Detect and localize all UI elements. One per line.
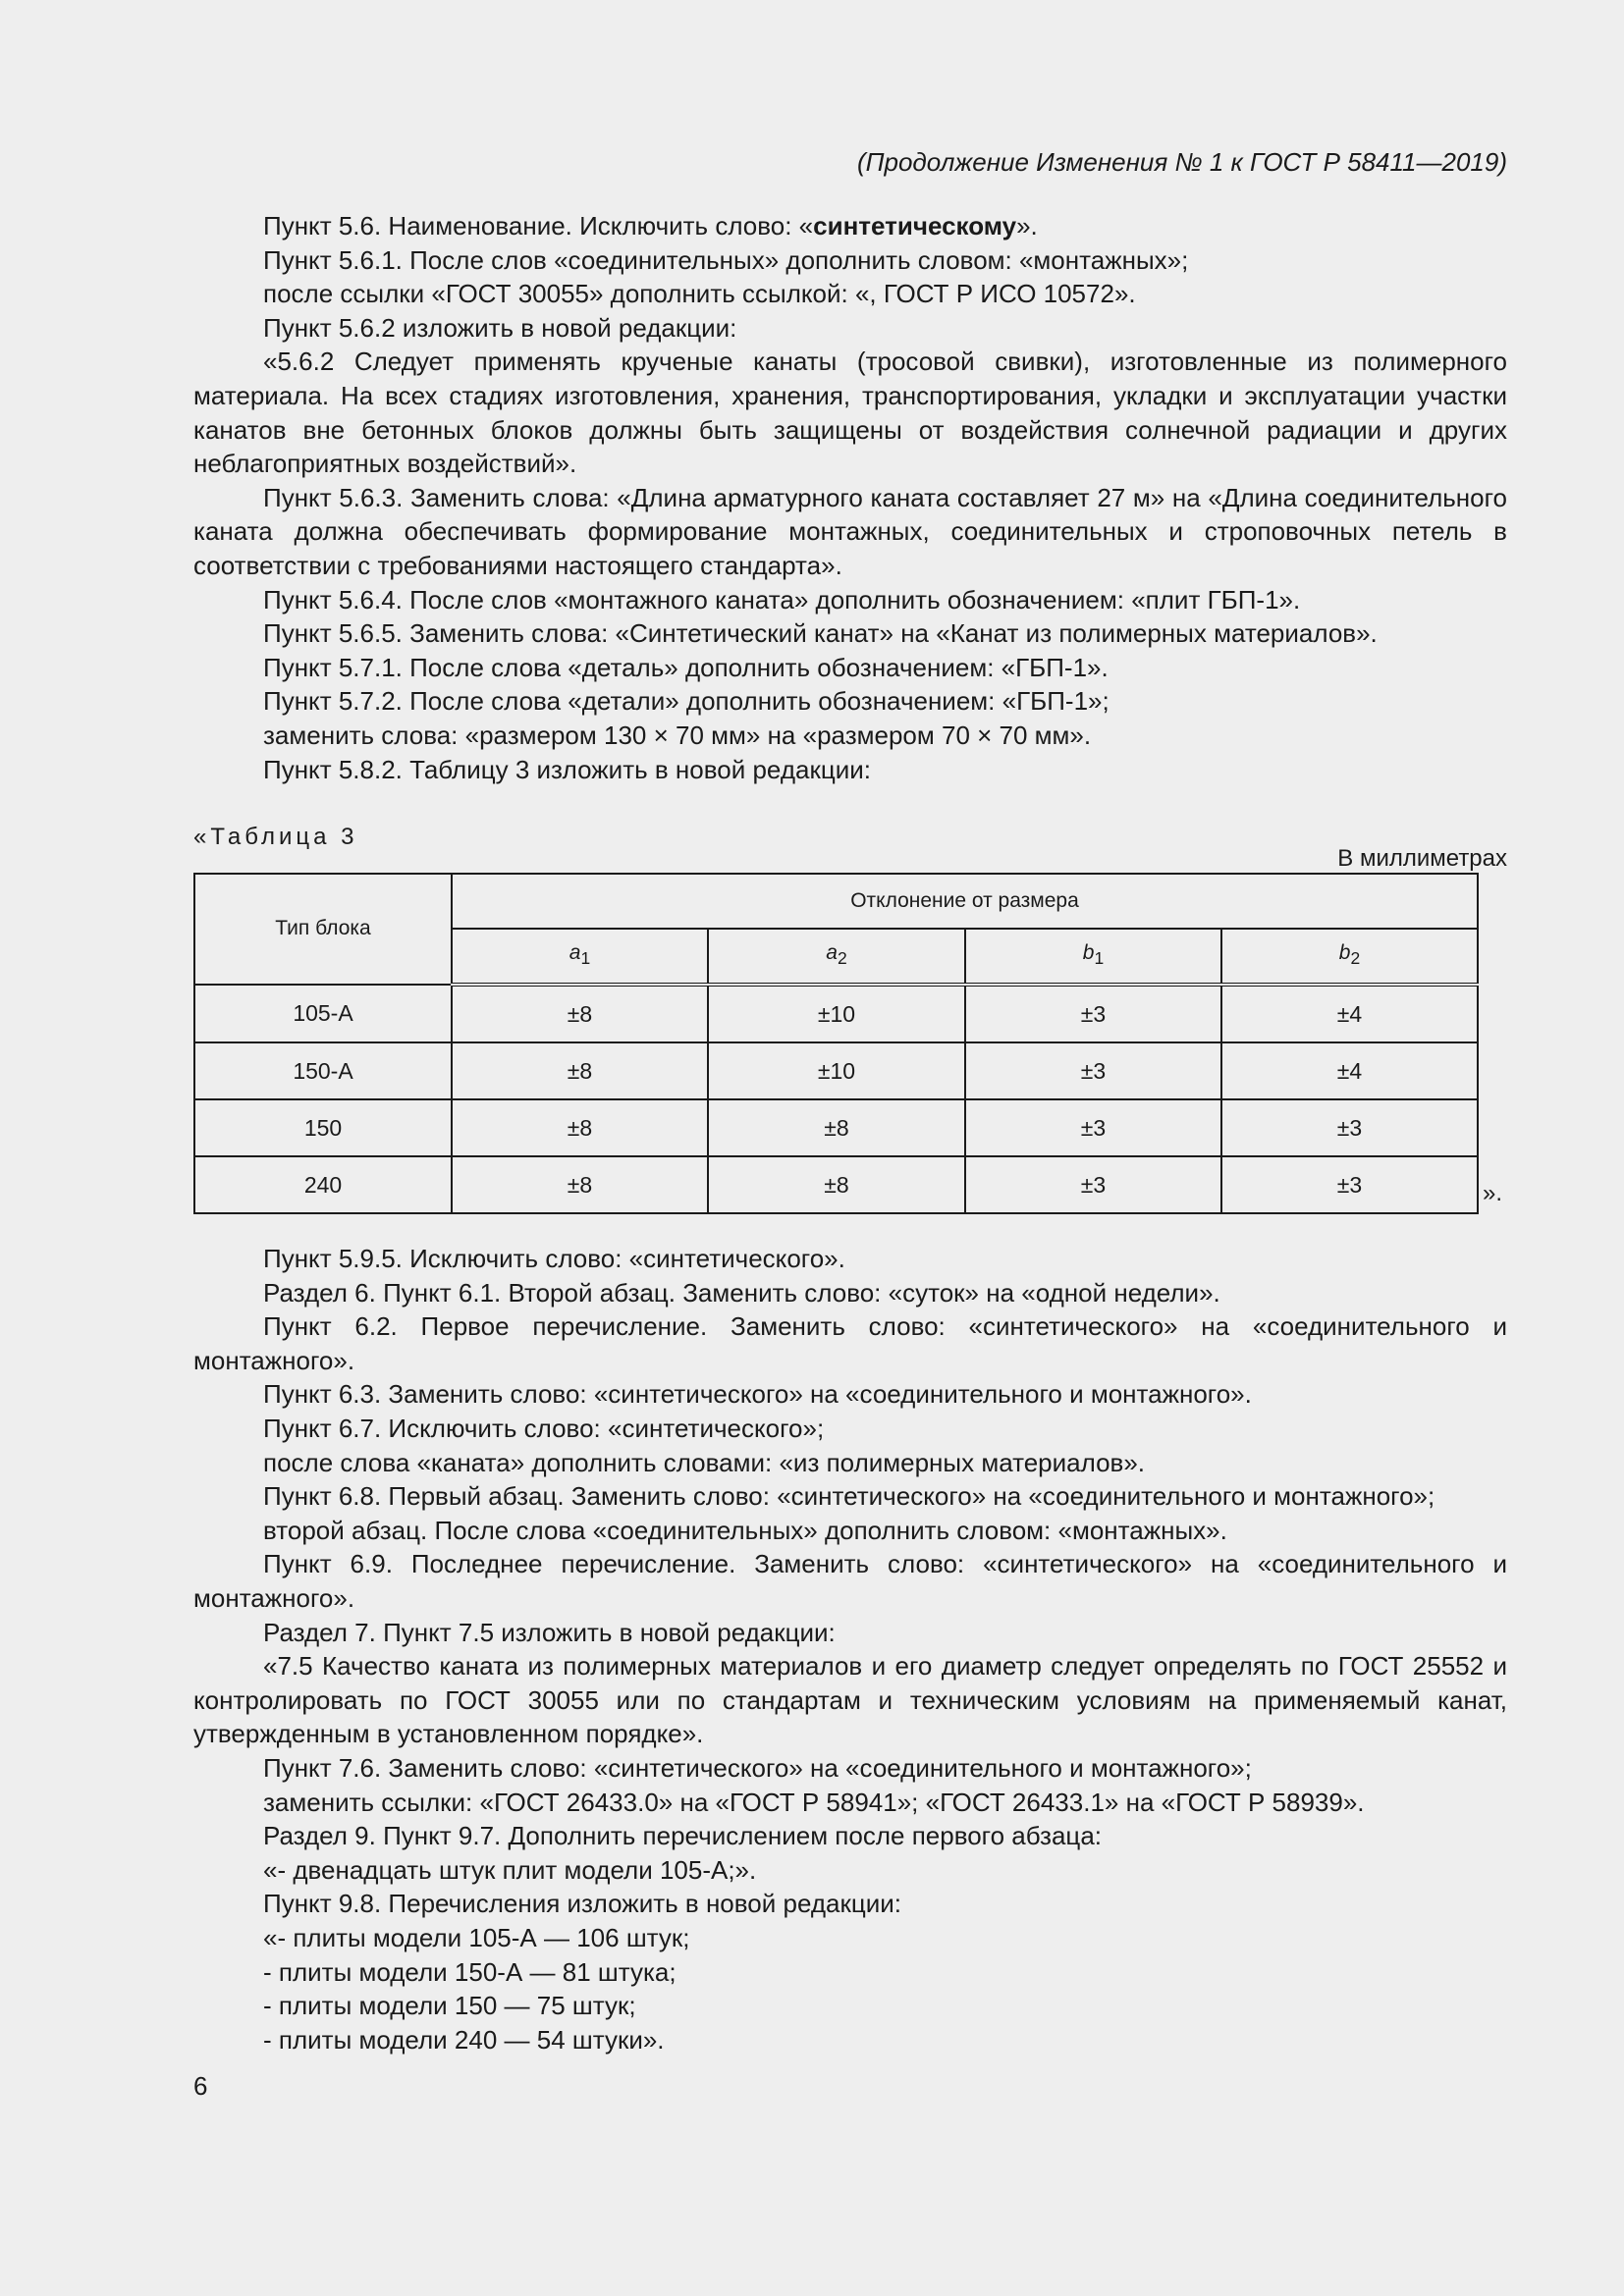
var-letter: a	[826, 941, 838, 965]
paragraph: заменить ссылки: «ГОСТ 26433.0» на «ГОСТ Р 58941»; «ГОСТ 26433.1» на «ГОСТ Р 58939».	[263, 1787, 1365, 1817]
table-row	[194, 1042, 1478, 1099]
table-cell: 150-А	[194, 1042, 452, 1099]
paragraph: Пункт 5.6.5. Заменить слова: «Синтетический канат» на «Канат из полимерных материалов».	[263, 618, 1378, 649]
paragraph: заменить слова: «размером 130 × 70 мм» на «размером 70 × 70 мм».	[263, 720, 1092, 750]
table-cell: ±8	[452, 1099, 708, 1156]
paragraph: Раздел 7. Пункт 7.5 изложить в новой редакции:	[263, 1617, 836, 1647]
table-cell: ±10	[708, 1042, 965, 1099]
table-cell: ±3	[965, 1156, 1221, 1213]
running-header: (Продолжение Изменения № 1 к ГОСТ Р 58411—2019)	[857, 147, 1507, 177]
paragraph: после ссылки «ГОСТ 30055» дополнить ссылкой: «, ГОСТ Р ИСО 10572».	[263, 279, 1136, 309]
var-letter: a	[568, 941, 581, 965]
subheader-a1	[452, 929, 708, 985]
paragraph: Пункт 5.7.2. После слова «детали» дополнить обозначением: «ГБП-1»;	[263, 686, 1110, 717]
paragraph-5-6	[193, 209, 1507, 243]
list-item: - плиты модели 150 — 75 штук;	[263, 1991, 636, 2021]
table-cell: ±8	[452, 1042, 708, 1099]
paragraph: после слова «каната» дополнить словами: «из полимерных материалов».	[263, 1447, 1146, 1477]
header-block-type: Тип блока	[194, 874, 452, 985]
var-subscript: 1	[1094, 948, 1105, 969]
subheader-b1	[965, 929, 1221, 985]
var-subscript: 2	[837, 948, 847, 969]
table-title: «Таблица 3	[193, 824, 358, 851]
table-cell: ±8	[452, 985, 708, 1042]
list-item: - плиты модели 240 — 54 штуки».	[263, 2024, 665, 2055]
header-deviation: Отклонение от размера	[452, 874, 1478, 929]
paragraph: Раздел 9. Пункт 9.7. Дополнить перечислением после первого абзаца:	[263, 1821, 1103, 1851]
document-body	[193, 209, 1507, 2056]
paragraph: Пункт 7.6. Заменить слово: «синтетического» на «соединительного и монтажного»;	[263, 1753, 1252, 1783]
paragraph: Пункт 6.7. Исключить слово: «синтетического»;	[263, 1414, 825, 1444]
table-units: В миллиметрах	[1337, 845, 1507, 873]
table-row	[194, 985, 1478, 1042]
text-span: ».	[1016, 211, 1038, 240]
paragraph: второй абзац. После слова «соединительных» дополнить словом: «монтажных».	[263, 1515, 1227, 1545]
paragraph: Пункт 6.9. Последнее перечисление. Заменить слово: «синтетического» на «соединительного и монтажного».	[193, 1549, 1507, 1614]
table-cell: ±3	[1221, 1099, 1478, 1156]
text-span: Пункт 5.6. Наименование. Исключить слово: «	[263, 211, 814, 240]
paragraph: Пункт 6.3. Заменить слово: «синтетического» на «соединительного и монтажного».	[263, 1379, 1252, 1410]
paragraph: Пункт 6.2. Первое перечисление. Заменить слово: «синтетического» на «соединительного и монтажного».	[193, 1311, 1507, 1375]
paragraph: Пункт 5.6.3. Заменить слова: «Длина арматурного каната составляет 27 м» на «Длина соединительного каната должна обеспечивать формирование монтажных, соединительных и строповочных петель в соответствии с требованиями настоящего стандарта».	[193, 482, 1507, 580]
table-cell: ±8	[452, 1156, 708, 1213]
table-closing-quote: ».	[1483, 1179, 1503, 1206]
table-cell: ±8	[708, 1099, 965, 1156]
paragraph: «- двенадцать штук плит модели 105-А;».	[263, 1854, 757, 1885]
paragraph: Пункт 6.8. Первый абзац. Заменить слово: «синтетического» на «соединительного и монтажного»;	[263, 1481, 1435, 1512]
table-row	[194, 1099, 1478, 1156]
table-wrapper	[193, 873, 1507, 1206]
table-cell: ±4	[1221, 1042, 1478, 1099]
paragraph: Пункт 9.8. Перечисления изложить в новой редакции:	[263, 1889, 901, 1919]
paragraphs-after-table	[193, 1242, 1507, 2056]
table-3	[193, 873, 1479, 1214]
table-cell: ±3	[965, 1099, 1221, 1156]
paragraph: «5.6.2 Следует применять крученые канаты (тросовой свивки), изготовленные из полимерного материала. На всех стадиях изготовления, хранения, транспортирования, укладки и эксплуатации участки канатов вне бетонных блоков должны быть защищены от воздействия солнечной радиации и других неблагоприятных воздействий».	[193, 347, 1507, 479]
table-header-row	[194, 874, 1478, 929]
var-letter: b	[1338, 941, 1351, 965]
table-cell: ±10	[708, 985, 965, 1042]
page-number: 6	[193, 2071, 208, 2101]
subheader-a2	[708, 929, 965, 985]
paragraph: Пункт 5.9.5. Исключить слово: «синтетического».	[263, 1244, 845, 1274]
paragraph: Пункт 5.6.4. После слов «монтажного каната» дополнить обозначением: «плит ГБП-1».	[263, 584, 1301, 614]
var-letter: b	[1082, 941, 1095, 965]
table-row	[194, 1156, 1478, 1213]
var-subscript: 1	[580, 948, 591, 969]
table-cell: ±3	[965, 1042, 1221, 1099]
list-item: «- плиты модели 105-А — 106 штук;	[263, 1922, 690, 1952]
table-cell: 105-А	[194, 985, 452, 1042]
table-cell: ±4	[1221, 985, 1478, 1042]
var-subscript: 2	[1350, 948, 1361, 969]
paragraph: Пункт 5.7.1. После слова «деталь» дополнить обозначением: «ГБП-1».	[263, 652, 1109, 682]
table-caption	[193, 821, 1507, 873]
paragraph: Пункт 5.8.2. Таблицу 3 изложить в новой редакции:	[263, 754, 871, 784]
paragraph: Пункт 5.6.1. После слов «соединительных» дополнить словом: «монтажных»;	[263, 244, 1189, 275]
table-cell: 150	[194, 1099, 452, 1156]
table-cell: 240	[194, 1156, 452, 1213]
subheader-b2	[1221, 929, 1478, 985]
paragraph: Раздел 6. Пункт 6.1. Второй абзац. Заменить слово: «суток» на «одной недели».	[263, 1277, 1220, 1308]
table-cell: ±8	[708, 1156, 965, 1213]
list-item: - плиты модели 150-А — 81 штука;	[263, 1956, 677, 1987]
paragraph: «7.5 Качество каната из полимерных материалов и его диаметр следует определять по ГОСТ 25552 и контролировать по ГОСТ 30055 или по стандартам и техническим условиям на применяемый канат, утвержденным в установленном порядке».	[193, 1651, 1507, 1749]
bold-word: синтетическому	[813, 211, 1017, 240]
paragraph: Пункт 5.6.2 изложить в новой редакции:	[263, 312, 737, 343]
table-cell: ±3	[1221, 1156, 1478, 1213]
table-cell: ±3	[965, 985, 1221, 1042]
